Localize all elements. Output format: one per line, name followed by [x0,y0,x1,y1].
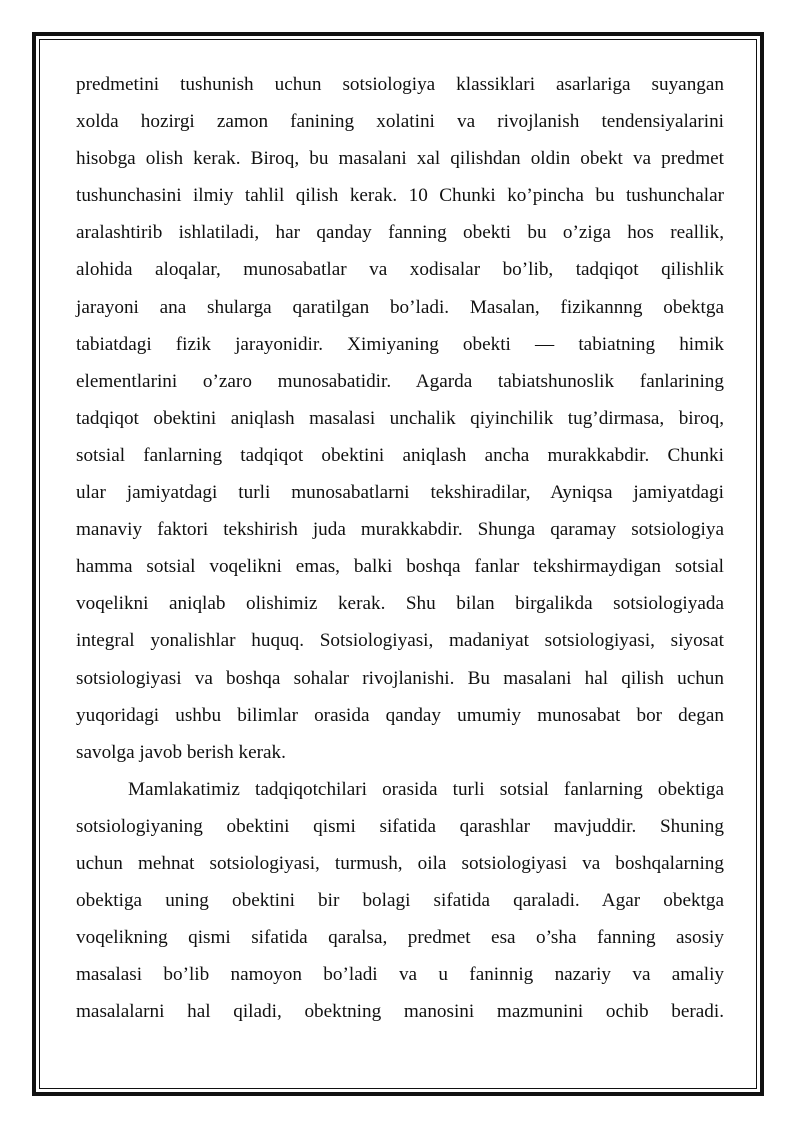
page-body [76,66,724,1030]
text-line: tabiatdagi fizik jarayonidir. Ximiyaning obekti — tabiatning himik [76,333,724,355]
text-line: manaviy faktori tekshirish juda murakkabdir. Shunga qaramay sotsiologiya [76,519,724,541]
text-line: sotsiologiyasi va boshqa sohalar rivojlanishi. Bu masalani hal qilish uchun [76,667,724,689]
text-line: elementlarini o’zaro munosabatidir. Agarda tabiatshunoslik fanlarining [76,370,724,392]
text-line: uchun mehnat sotsiologiyasi, turmush, oila sotsiologiyasi va boshqalarning [76,852,724,874]
text-line: voqelikni aniqlab olishimiz kerak. Shu bilan birgalikda sotsiologiyada [76,593,724,615]
text-line: masalasi bo’lib namoyon bo’ladi va u faninnig nazariy va amaliy [76,964,724,986]
text-line: alohida aloqalar, munosabatlar va xodisalar bo’lib, tadqiqot qilishlik [76,259,724,281]
text-line: obektiga uning obektini bir bolagi sifatida qaraladi. Agar obektga [76,890,724,912]
paragraph-1 [76,66,724,771]
text-line: integral yonalishlar huquq. Sotsiologiyasi, madaniyat sotsiologiyasi, siyosat [76,630,724,652]
text-line: ular jamiyatdagi turli munosabatlarni tekshiradilar, Ayniqsa jamiyatdagi [76,482,724,504]
text-line: aralashtirib ishlatiladi, har qanday fanning obekti bu o’ziga hos reallik, [76,222,724,244]
text-line: sotsiologiyaning obektini qismi sifatida qarashlar mavjuddir. Shuning [76,815,724,837]
text-line: voqelikning qismi sifatida qaralsa, predmet esa o’sha fanning asosiy [76,927,724,949]
text-line: tadqiqot obektini aniqlash masalasi unchalik qiyinchilik tug’dirmasa, biroq, [76,407,724,429]
text-line: jarayoni ana shularga qaratilgan bo’ladi. Masalan, fizikannng obektga [76,296,724,318]
text-line: tushunchasini ilmiy tahlil qilish kerak. 10 Chunki ko’pincha bu tushunchalar [76,185,724,207]
text-line: savolga javob berish kerak. [76,741,286,763]
text-line: hisobga olish kerak. Biroq, bu masalani xal qilishdan oldin obekt va predmet [76,148,724,170]
text-line: xolda hozirgi zamon fanining xolatini va rivojlanish tendensiyalarini [76,111,724,133]
text-line: sotsial fanlarning tadqiqot obektini aniqlash ancha murakkabdir. Chunki [76,444,724,466]
text-line: Mamlakatimiz tadqiqotchilari orasida turli sotsial fanlarning obektiga [128,778,724,800]
text-line: masalalarni hal qiladi, obektning manosini mazmunini ochib beradi. [76,1001,724,1023]
paragraph-2 [76,771,724,1031]
text-line: predmetini tushunish uchun sotsiologiya klassiklari asarlariga suyangan [76,74,724,95]
text-line: hamma sotsial voqelikni emas, balki boshqa fanlar tekshirmaydigan sotsial [76,556,724,578]
text-line: yuqoridagi ushbu bilimlar orasida qanday umumiy munosabat bor degan [76,704,724,726]
